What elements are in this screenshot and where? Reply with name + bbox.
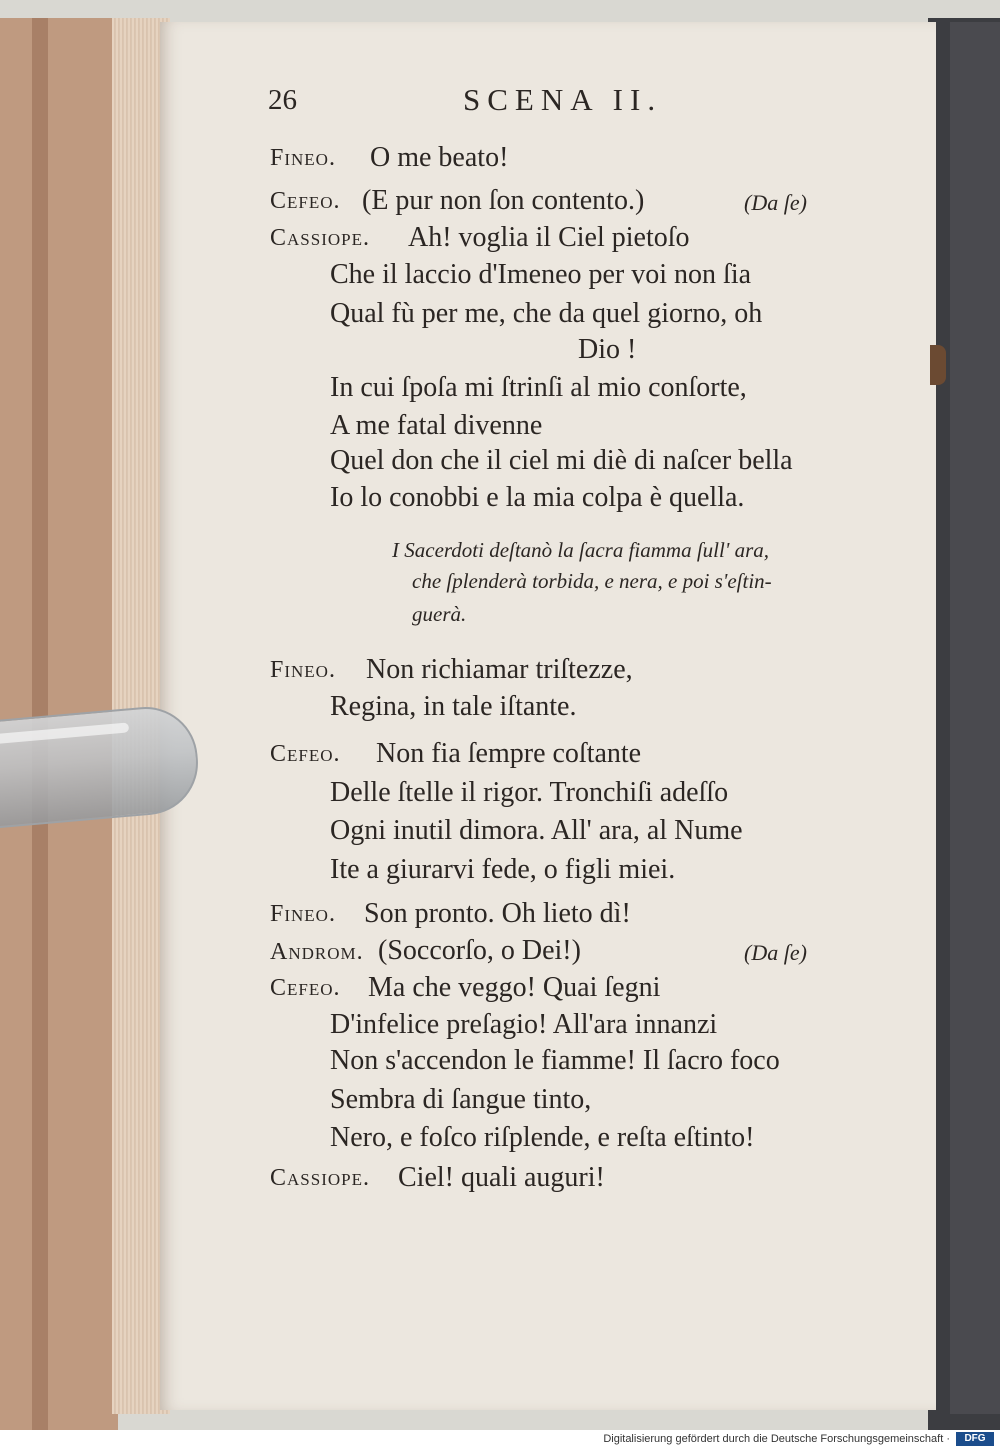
verse-line: Ma che veggo! Quai ſegni — [368, 972, 661, 1003]
speaker-name: Cefeo. — [270, 188, 341, 214]
verse-line: Ah! voglia il Ciel pietoſo — [408, 222, 690, 253]
footer-bar — [0, 1430, 1000, 1449]
clip-highlight — [0, 722, 129, 745]
speaker-name: Androm. — [270, 939, 364, 965]
page-tab — [930, 345, 946, 385]
footer-credit: Digitalisierung gefördert durch die Deutsche Forschungsgemeinschaft · — [603, 1433, 950, 1445]
speaker-name: Fineo. — [270, 657, 336, 683]
stage-direction: che ſplenderà torbida, e nera, e poi s'eſtin- — [412, 569, 772, 593]
page-number: 26 — [268, 84, 297, 116]
verse-line: Ciel! quali auguri! — [398, 1162, 605, 1193]
speaker-name: Fineo. — [270, 145, 336, 171]
verse-line: Regina, in tale iſtante. — [330, 691, 577, 722]
verse-line: Dio ! — [578, 334, 637, 365]
stage-direction-aside: (Da ſe) — [744, 940, 807, 965]
speaker-name: Cassiope. — [270, 225, 370, 251]
stage-direction: I Sacerdoti deſtanò la ſacra fiamma ſull' ara, — [392, 538, 770, 562]
verse-line: Qual fù per me, che da quel giorno, oh — [330, 298, 763, 329]
verse-line: In cui ſpoſa mi ſtrinſi al mio conſorte, — [330, 372, 747, 403]
verse-line: Nero, e foſco riſplende, e reſta eſtinto! — [330, 1122, 755, 1153]
verse-line: (E pur non ſon contento.) — [362, 185, 645, 216]
verse-line: D'infelice preſagio! All'ara innanzi — [330, 1009, 718, 1040]
speaker-name: Cassiope. — [270, 1165, 370, 1191]
verse-line: Ite a giurarvi fede, o figli miei. — [330, 854, 676, 885]
verse-line: Quel don che il ciel mi diè di naſcer bella — [330, 445, 793, 476]
verse-line: Io lo conobbi e la mia colpa è quella. — [330, 482, 745, 513]
verse-line: (Soccorſo, o Dei!) — [378, 935, 581, 966]
verse-line: Ogni inutil dimora. All' ara, al Nume — [330, 815, 743, 846]
verse-line: Sembra di ſangue tinto, — [330, 1084, 592, 1115]
dfg-logo: DFG — [956, 1432, 994, 1446]
speaker-name: Cefeo. — [270, 975, 341, 1001]
verse-line: Non fia ſempre coſtante — [376, 738, 642, 769]
verse-line: A me fatal divenne — [330, 410, 543, 441]
speaker-name: Fineo. — [270, 901, 336, 927]
verse-line: Son pronto. Oh lieto dì! — [364, 898, 631, 929]
running-title: SCENA II. — [463, 82, 663, 117]
stage-direction-aside: (Da ſe) — [744, 190, 807, 215]
speaker-name: Cefeo. — [270, 741, 341, 767]
verse-line: Che il laccio d'Imeneo per voi non ſia — [330, 259, 752, 290]
verse-line: Delle ſtelle il rigor. Tronchiſi adeſſo — [330, 777, 729, 808]
verse-line: O me beato! — [370, 142, 509, 173]
stage-direction: guerà. — [412, 602, 467, 626]
verse-line: Non richiamar triſtezze, — [366, 654, 633, 685]
facing-page-edge — [950, 22, 1000, 1414]
verse-line: Non s'accendon le fiamme! Il ſacro foco — [330, 1045, 780, 1076]
